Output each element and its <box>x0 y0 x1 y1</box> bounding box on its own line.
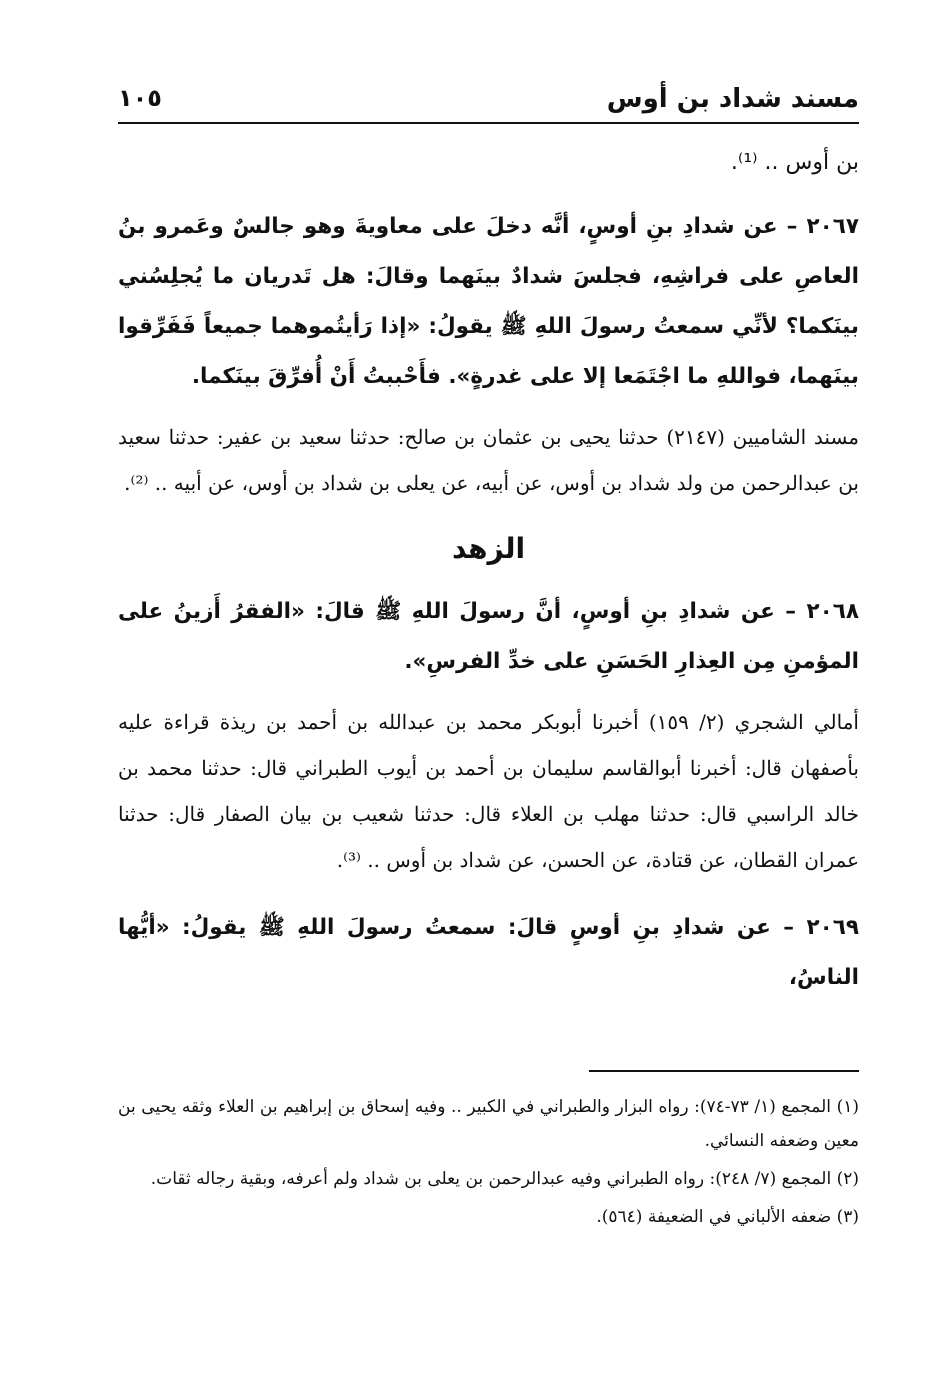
chapter-title: الزهد <box>451 532 526 565</box>
hadith-number: ٢٠٦٨ <box>806 599 859 624</box>
hadith-text: – عن شدادِ بنِ أوسٍ، أنَّه دخلَ على معاويةَ وهو جالسٌ وعَمرو بنُ العاصِ على فراشِهِ، فجلسَ شدادٌ بينَهما وقالَ: هل تَدريان ما يُجلِسُني بينَكما؟ لأنِّي سمعتُ رسولَ اللهِ ﷺ يقولُ: «إذا رَأيتُموهما جميعاً فَفَرِّقوا بينَهما، فواللهِ ما اجْتَمَعا إلا على غدرةٍ». فأَحْببتُ أَنْ أُفرِّقَ بينَكما. <box>118 214 859 389</box>
footnote: (٣) ضعفه الألباني في الضعيفة (٥٦٤). <box>596 1207 859 1227</box>
page-header <box>118 82 859 124</box>
hadith-text: – عن شدادِ بنِ أوسٍ، أنَّ رسولَ اللهِ ﷺ قالَ: «الفقرُ أَزينُ على المؤمنِ مِن العِذارِ الحَسَنِ على خدِّ الفرسِ». <box>118 599 859 674</box>
hadith-2067 <box>118 202 859 402</box>
footnote-separator <box>589 1070 859 1072</box>
hadith-2068 <box>118 587 859 687</box>
page-number: ١٠٥ <box>118 84 162 112</box>
footnote: (٢) المجمع (٧/ ٢٤٨): رواه الطبراني وفيه عبدالرحمن بن يعلى بن شداد ولم أعرفه، وبقية رجاله ثقات. <box>150 1169 859 1189</box>
hadith-number: ٢٠٦٩ <box>806 915 859 940</box>
footnote: (١) المجمع (١/ ٧٣-٧٤): رواه البزار والطبراني في الكبير .. وفيه إسحاق بن إبراهيم بن العلاء وثقه يحيى بن معين وضعفه النسائي. <box>118 1097 859 1151</box>
hadith-source: أمالي الشجري (٢/ ١٥٩) أخبرنا أبوبكر محمد بن عبدالله بن أحمد بن ريذة قراءة عليه بأصفهان قال: أخبرنا أبوالقاسم سليمان بن أحمد بن أيوب الطبراني قال: حدثنا محمد بن خالد الراسبي قال: حدثنا مهلب بن العلاء قال: حدثنا شعيب بن بيان الصفار قال: حدثنا عمران القطان، عن قتادة، عن الحسن، عن شداد بن أوس .. ⁽³⁾. <box>118 710 860 872</box>
running-title: مسند شداد بن أوس <box>606 84 859 114</box>
footnotes <box>118 1090 859 1238</box>
hadith-source: مسند الشاميين (٢١٤٧) حدثنا يحيى بن عثمان بن صالح: حدثنا سعيد بن عفير: حدثنا سعيد بن عبدالرحمن من ولد شداد بن أوس، عن أبيه، عن يعلى بن شداد بن أوس، عن أبيه .. ⁽²⁾. <box>118 425 860 495</box>
hadith-text: – عن شدادِ بنِ أوسٍ قالَ: سمعتُ رسولَ اللهِ ﷺ يقولُ: «أيُّها الناسُ، <box>118 915 859 990</box>
hadith-2069 <box>118 903 859 1003</box>
main-text <box>118 140 859 1015</box>
hadith-number: ٢٠٦٧ <box>806 214 859 239</box>
continuation-line: بن أوس .. ⁽¹⁾. <box>730 150 859 175</box>
